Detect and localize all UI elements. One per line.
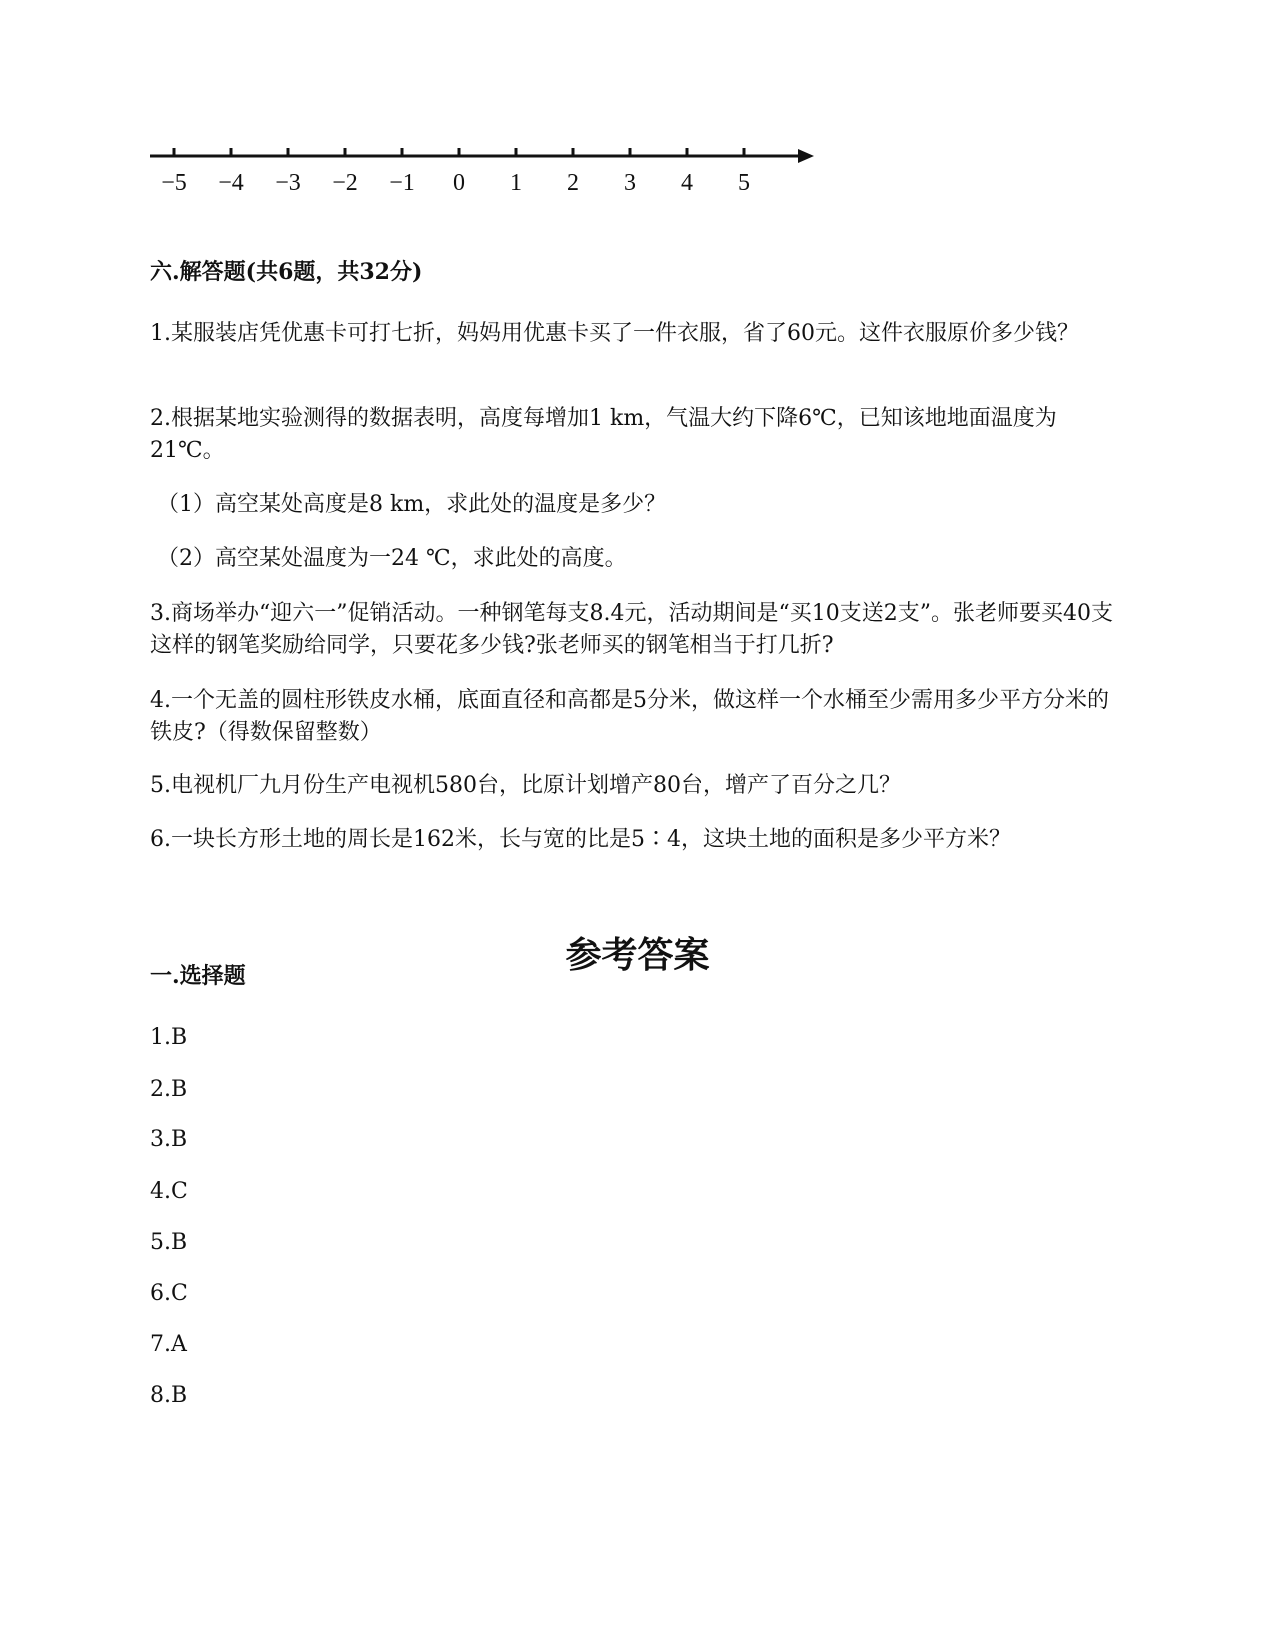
answer-key-title: 参考答案 bbox=[565, 934, 710, 976]
number-line-tick-label: 4 bbox=[681, 170, 693, 196]
number-line-tick-label: 0 bbox=[453, 170, 465, 196]
answer-item: 1.B bbox=[150, 1025, 188, 1050]
question-4: 4.一个无盖的圆柱形铁皮水桶，底面直径和高都是5分米，做这样一个水桶至少需用多少平方分米的铁皮?（得数保留整数） bbox=[150, 688, 1109, 745]
answer-item: 7.A bbox=[150, 1332, 187, 1357]
answer-item: 2.B bbox=[150, 1077, 188, 1102]
number-line-tick-label: 5 bbox=[738, 170, 750, 196]
question-6: 6.一块长方形土地的周长是162米，长与宽的比是5∶4，这块土地的面积是多少平方米？ bbox=[150, 827, 1011, 852]
answer-item: 4.C bbox=[150, 1179, 188, 1204]
answer-item: 3.B bbox=[150, 1127, 188, 1152]
answer-section-one-heading: 一.选择题 bbox=[150, 963, 246, 989]
number-line-tick-label: −2 bbox=[332, 170, 358, 196]
number-line-tick-label: −4 bbox=[218, 170, 244, 196]
question-2-part-2: （2）高空某处温度为一24 ℃，求此处的高度。 bbox=[157, 546, 627, 571]
question-2-part-1: （1）高空某处高度是8 km，求此处的温度是多少？ bbox=[157, 492, 667, 517]
number-line-arrow bbox=[798, 149, 814, 163]
number-line-tick-label: −5 bbox=[161, 170, 187, 196]
answer-item: 5.B bbox=[150, 1230, 188, 1255]
question-5: 5.电视机厂九月份生产电视机580台，比原计划增产80台，增产了百分之几？ bbox=[150, 773, 901, 798]
answer-item: 8.B bbox=[150, 1383, 188, 1408]
number-line-tick-label: 2 bbox=[567, 170, 579, 196]
answer-item: 6.C bbox=[150, 1281, 188, 1306]
question-2: 2.根据某地实验测得的数据表明，高度每增加1 km，气温大约下降6℃，已知该地地面温度为21℃。 bbox=[150, 406, 1057, 463]
number-line-tick-label: 3 bbox=[624, 170, 636, 196]
number-line-tick-label: 1 bbox=[510, 170, 522, 196]
question-1: 1.某服装店凭优惠卡可打七折，妈妈用优惠卡买了一件衣服，省了60元。这件衣服原价多少钱？ bbox=[150, 321, 1079, 346]
number-line-tick-label: −1 bbox=[389, 170, 415, 196]
section-six-heading: 六.解答题(共6题，共32分) bbox=[150, 259, 423, 285]
number-line-tick-label: −3 bbox=[275, 170, 301, 196]
question-3: 3.商场举办“迎六一”促销活动。一种钢笔每支8.4元，活动期间是“买10支送2支”。张老师要买40支这样的钢笔奖励给同学，只要花多少钱?张老师买的钢笔相当于打几折? bbox=[150, 601, 1113, 658]
number-line-figure bbox=[150, 140, 830, 210]
